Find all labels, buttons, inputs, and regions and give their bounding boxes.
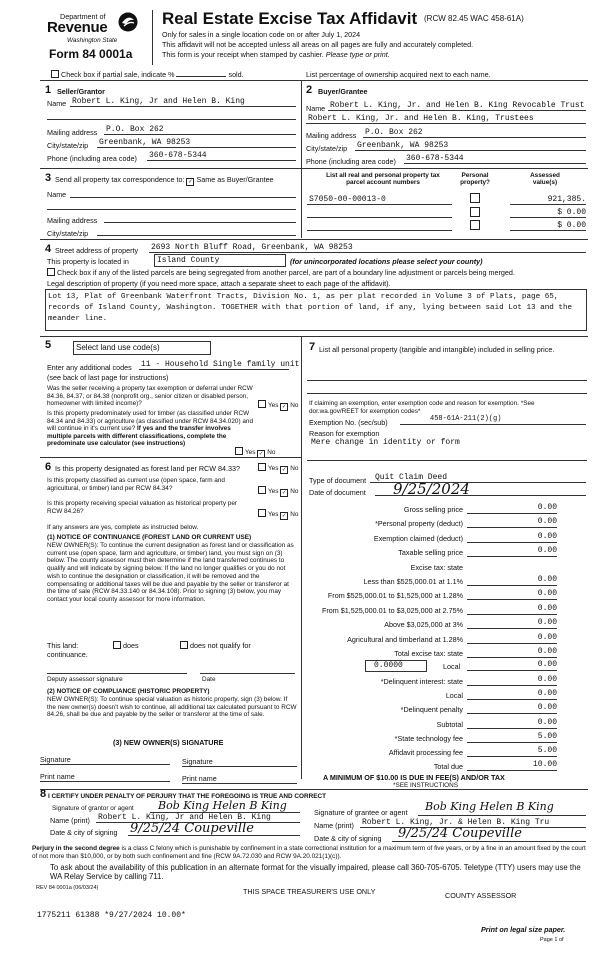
tax-row-label: Exemption claimed (deduct) <box>373 533 463 543</box>
assessed-value-1[interactable]: 921,385. <box>547 195 586 204</box>
parcel-header-2: Personal property? <box>460 172 490 186</box>
tax-row-value[interactable]: 0.00 <box>537 647 557 656</box>
current-use-yes-checkbox[interactable] <box>258 486 266 494</box>
buyer-mail-field[interactable]: P.O. Box 262 <box>365 128 423 137</box>
exemption-yes-no: Yes ✓ No <box>258 400 298 411</box>
timber-yes-checkbox[interactable] <box>235 447 243 455</box>
parcel-number-1[interactable]: S7050-00-00013-0 <box>309 195 386 204</box>
section-7-number: 7 <box>309 341 316 353</box>
grantor-name-field[interactable]: Robert L. King, Jr and Helen B. King <box>98 813 271 822</box>
land-use-select-label: Select land use code(s) <box>76 343 160 352</box>
section-1-number: 1 <box>45 84 52 96</box>
tax-row-label: Agricultural and timberland at 1.28% <box>347 634 463 644</box>
county-assessor-label: COUNTY ASSESSOR <box>445 891 517 900</box>
tax-row-label: Local <box>445 691 463 701</box>
tax-row-label: From $525,000.01 to $1,525,000 at 1.28% <box>327 591 463 601</box>
tax-row-value[interactable]: 0.00 <box>537 503 557 512</box>
legal-desc-label: Legal description of property (if you need more space, attach a separate sheet to each page of the affidavit). <box>47 279 391 288</box>
new-owner-signature-label-1: Signature <box>40 755 71 764</box>
tax-row-label: *Personal property (deduct) <box>375 519 463 529</box>
exemption-reason-label: Reason for exemption <box>309 429 380 438</box>
exemption-number-field[interactable]: 458-61A-211(2)(g) <box>430 415 502 423</box>
tax-row-value[interactable]: 0.00 <box>537 675 557 684</box>
tax-row-label: Affidavit processing fee <box>388 748 463 757</box>
buyer-name-field-1[interactable]: Robert L. King, Jr. and Helen B. King Revocable Trust <box>330 101 585 110</box>
tax-row-label: Total due <box>433 762 463 772</box>
historic-yes-checkbox[interactable] <box>258 509 266 517</box>
seller-city-label: City/state/zip <box>47 141 89 150</box>
does-checkbox[interactable] <box>113 641 121 649</box>
new-owner-signature-title: (3) NEW OWNER(S) SIGNATURE <box>113 738 224 747</box>
exemption-number-label: Exemption No. (sec/sub) <box>309 418 388 427</box>
timber-no-checkbox[interactable]: ✓ <box>258 451 264 457</box>
personal-property-checkbox-2[interactable] <box>470 207 480 217</box>
minimum-due-note: A MINIMUM OF $10.00 IS DUE IN FEE(S) AND/OR TAX <box>323 773 505 782</box>
additional-codes-label: Enter any additional codes <box>47 363 132 372</box>
local-rate-value: 0.0000 <box>374 661 403 670</box>
timber-question: Is this property predominately used for timber (as classified under RCW 84.34 and 84.33) or agriculture (as classified under RCW 84.34.020) and will continue in it's current use? If yes and the transfer involves multiple parcels with different classifications, complete the predominate use calculator (see instructions) <box>47 410 254 448</box>
exemption-reason-field[interactable]: Mere change in identity or form <box>311 438 460 447</box>
cashier-stamp: 1775211 61388 *9/27/2024 10.00* <box>37 911 186 920</box>
tax-row-value[interactable]: 0.00 <box>537 546 557 556</box>
personal-property-checkbox-3[interactable] <box>470 220 480 230</box>
tax-corr-row: Send all property tax correspondence to: ✓ Same as Buyer/Grantee <box>55 175 274 185</box>
section-6-number: 6 <box>45 461 52 473</box>
dept-label: Department of <box>60 12 106 21</box>
grantee-signature[interactable]: Bob King Helen B King <box>425 800 554 813</box>
current-use-yes-no: Yes ✓ No <box>258 486 298 497</box>
dept-revenue-label: Revenue <box>47 19 108 36</box>
buyer-name-label: Name <box>306 104 326 113</box>
tax-row-value[interactable]: 0.00 <box>537 632 557 642</box>
this-land-label: This land: <box>47 641 79 650</box>
buyer-mail-label: Mailing address <box>306 131 357 140</box>
document-date-label: Date of document <box>309 488 366 497</box>
tax-row-label: Less than $525,000.01 at 1.1% <box>363 577 463 586</box>
segregated-checkbox[interactable] <box>47 268 55 276</box>
current-use-question: Is this property classified as current use (open space, farm and agricultural, or timber) land per RCW 84.34? <box>47 477 225 492</box>
forest-yes-checkbox[interactable] <box>258 463 266 471</box>
additional-codes-field[interactable]: 11 - Household Single family unit <box>141 360 300 369</box>
new-owner-print-label-1: Print name <box>40 772 75 781</box>
section-2-number: 2 <box>306 84 313 96</box>
seller-phone-field[interactable]: 360-678-5344 <box>149 151 207 160</box>
property-address-field[interactable]: 2693 North Bluff Road, Greenbank, WA 98253 <box>151 243 353 252</box>
see-back-note: (see back of last page for instructions) <box>47 373 169 382</box>
notice-continuance-text: NEW OWNER(S): To continue the current designation as forest land or classification as current use (open space, farm and agriculture, or timber) land, you must sign on (3) below. The county assessor must then determine if the land transferred continues to qualify and will indicate by signing below. If the land no longer qualifies or you do not wish to continue the designation or classification, it will be removed and the compensating or additional taxes will be due and payable by the seller or transferor at the time of sale (RCW 84.33.140 or 84.34.108). Prior to signing (3) below, you may contact your local county assessor for more information. <box>47 542 294 603</box>
local-tax-value[interactable]: 0.00 <box>537 660 557 669</box>
tax-row-value[interactable]: 0.00 <box>537 618 557 628</box>
assessed-value-3[interactable]: $ 0.00 <box>557 221 586 230</box>
grantee-date-label: Date & city of signing <box>314 834 382 843</box>
form-subtitle-3: This form is your receipt when stamped by cashier. Please type or print. <box>162 50 390 59</box>
tax-corr-name-label: Name <box>47 190 67 199</box>
answers-note: If any answers are yes, complete as instructed below. <box>47 524 199 531</box>
personal-property-text: List all personal property (tangible and intangible) included in selling price. <box>319 345 555 354</box>
tax-corr-city-label: City/state/zip <box>47 229 89 238</box>
local-tax-label: Local <box>443 662 461 671</box>
seller-mail-field[interactable]: P.O. Box 262 <box>106 125 164 134</box>
seller-mail-label: Mailing address <box>47 128 98 137</box>
legal-description-text: Lot 13, Plat of Greenbank Waterfront Tracts, Division No. 1, as per plat recorded in Volume 3 of Plats, page 65, records of Island County, Washington. TOGETHER with that portion of land, if any, lying between said Lot 13 and the meander line. <box>48 293 573 323</box>
alternate-format-note: To ask about the availability of this publication in an alternate format for the visually impaired, please call 360-705-6705. Teletype (TTY) users may use the WA Relay Service by calling 711. <box>50 863 581 881</box>
buyer-name-field-2[interactable]: Robert L. King, Jr. and Helen B. King, Trustees <box>308 114 534 123</box>
seller-phone-label: Phone (including area code) <box>47 154 137 163</box>
exemption-yes-checkbox[interactable] <box>258 400 266 408</box>
exemption-no-checkbox[interactable]: ✓ <box>281 404 287 410</box>
historic-no-checkbox[interactable]: ✓ <box>281 513 287 519</box>
forest-yes-no: Yes ✓ No <box>258 463 298 474</box>
tax-row-value[interactable]: 5.00 <box>537 731 557 741</box>
tax-row-value[interactable]: 0.00 <box>537 575 557 584</box>
current-use-no-checkbox[interactable]: ✓ <box>281 490 287 496</box>
treasurer-use-label: THIS SPACE TREASURER'S USE ONLY <box>243 887 376 896</box>
form-title: Real Estate Excise Tax Affidavit <box>162 9 418 28</box>
grantee-date-city[interactable]: 9/25/24 Coupeville <box>398 826 522 841</box>
document-type-label: Type of document <box>309 476 367 485</box>
tax-row-value[interactable]: 0.00 <box>537 517 557 527</box>
tax-row-label: *State technology fee <box>394 733 463 743</box>
tax-row-label: *Delinquent interest: state <box>380 677 463 686</box>
grantee-name-label: Name (print) <box>314 821 354 830</box>
notice-continuance-title: (1) NOTICE OF CONTINUANCE (FOREST LAND OR CURRENT USE) <box>47 534 252 541</box>
section-5-number: 5 <box>45 339 52 351</box>
tax-row-label: Taxable selling price <box>398 548 463 558</box>
continuance-label: continuance. <box>47 650 88 659</box>
forest-no-checkbox[interactable]: ✓ <box>281 467 287 473</box>
parcel-header-1: List all real and personal property tax parcel account numbers <box>326 172 440 186</box>
tax-row-label: *Delinquent penalty <box>400 705 463 715</box>
partial-sale-row: Check box if partial sale, indicate % sold. <box>51 70 244 79</box>
exemption-instructions: If claiming an exemption, enter exemption code and reason for exemption. *See dor.wa.gov/REET for exemption codes* <box>309 400 535 415</box>
document-type-field[interactable]: Quit Claim Deed <box>375 473 448 482</box>
buyer-heading: Buyer/Grantee <box>318 87 368 96</box>
does-not-row: does not qualify for <box>180 641 251 650</box>
tax-row-value[interactable]: 10.00 <box>532 760 557 770</box>
tax-row-value[interactable]: 0.00 <box>537 689 557 699</box>
buyer-city-field[interactable]: Greenbank, WA 98253 <box>357 141 449 150</box>
form-subtitle-2: This affidavit will not be accepted unless all areas on all pages are fully and accurately completed. <box>162 40 474 49</box>
grantor-signature-label: Signature of grantor or agent <box>52 805 134 812</box>
tax-row-value[interactable]: 0.00 <box>537 603 557 613</box>
tax-row-value[interactable]: 0.00 <box>537 703 557 713</box>
tax-row-value[interactable]: 0.00 <box>537 531 557 541</box>
section-4-number: 4 <box>45 243 52 255</box>
see-instructions-note: *SEE INSTRUCTIONS <box>393 782 458 789</box>
timber-yes-no: Yes ✓ No <box>235 447 275 458</box>
dept-state-label: Washington State <box>67 37 118 44</box>
document-date-field[interactable]: 9/25/2024 <box>393 480 470 498</box>
seller-name-field[interactable]: Robert L. King, Jr and Helen B. King <box>72 97 245 106</box>
tax-row-value[interactable]: 0.00 <box>537 589 557 599</box>
seller-city-field[interactable]: Greenbank, WA 98253 <box>99 138 191 147</box>
ownership-note: List percentage of ownership acquired next to each name. <box>306 70 491 79</box>
tax-row-label: Gross selling price <box>403 505 463 514</box>
grantee-name-field[interactable]: Robert L. King, Jr. & Helen B. King Tru <box>362 818 550 827</box>
grantor-signature[interactable]: Bob King Helen B King <box>158 799 287 812</box>
assessed-value-2[interactable]: $ 0.00 <box>557 208 586 217</box>
grantee-signature-label: Signature of grantee or agent <box>314 808 408 817</box>
new-owner-print-label-2: Print name <box>182 774 217 783</box>
does-not-checkbox[interactable] <box>180 641 188 649</box>
tax-row-label: Above $3,025,000 at 3% <box>384 620 463 630</box>
county-select-value: Island County <box>157 256 220 265</box>
deputy-date-label: Date <box>202 676 216 683</box>
buyer-city-label: City/state/zip <box>306 144 348 153</box>
grantor-name-label: Name (print) <box>50 816 90 825</box>
same-as-buyer-checkbox[interactable]: ✓ <box>188 179 193 185</box>
perjury-notice: Perjury in the second degree is a class C felony which is punishable by confinement in a state correctional institution for a maximum term of five years, or by a fine in an amount fixed by the court of not more than $10,000, or by both such confinement and fine (RCW 9A.72.030 and RCW 9A.20.021(1)(c)). <box>32 845 586 860</box>
grantor-date-city[interactable]: 9/25/24 Coupeville <box>130 821 254 836</box>
tax-row-label: Total excise tax: state <box>394 649 463 658</box>
tax-row-label: Excise tax: state <box>410 562 463 572</box>
revision-label: REV 84 0001a (06/03/24) <box>36 885 99 891</box>
parcel-header-3: Assessed value(s) <box>530 172 560 186</box>
property-address-label: Street address of property <box>55 246 139 255</box>
section-8-number: 8 <box>40 788 47 800</box>
certify-statement: I CERTIFY UNDER PENALTY OF PERJURY THAT THE FOREGOING IS TRUE AND CORRECT <box>48 793 327 800</box>
tax-row-value[interactable]: 0.00 <box>537 717 557 727</box>
grantor-date-label: Date & city of signing <box>50 828 118 837</box>
exemption-question: Was the seller receiving a property tax exemption or deferral under RCW 84.36, 84.37, or 84.38 (nonprofit org., senior citizen or disabled person, homeowner with limited income)? <box>47 385 253 408</box>
forest-question: Is this property designated as forest land per RCW 84.33? <box>55 464 240 473</box>
section-3-number: 3 <box>45 172 52 184</box>
notice-compliance-text: NEW OWNER(S): To continue special valuation as historic property, sign (3) below. If the new owner(s) doesn't wish to continue, all additional tax calculated pursuant to RCW 84.26, shall be due and payable by the seller or transferor at the time of sale. <box>47 696 297 719</box>
dor-logo-icon <box>117 11 137 31</box>
deputy-signature-label: Deputy assessor signature <box>47 676 123 683</box>
seller-heading: Seller/Grantor <box>57 87 105 96</box>
form-rcw: (RCW 82.45 WAC 458-61A) <box>424 14 524 23</box>
page-indicator: Page 1 of <box>540 937 564 943</box>
tax-corr-mail-label: Mailing address <box>47 216 98 225</box>
personal-property-checkbox-1[interactable] <box>470 193 480 203</box>
legal-paper-note: Print on legal size paper. <box>481 925 566 934</box>
tax-row-value[interactable]: 5.00 <box>537 746 557 755</box>
unincorporated-note: (for unincorporated locations please select your county) <box>290 257 483 266</box>
buyer-phone-field[interactable]: 360-678-5344 <box>406 154 464 163</box>
does-row: does <box>113 641 139 650</box>
tax-row-label: Subtotal <box>436 719 463 729</box>
property-county-label: This property is located in <box>47 257 129 266</box>
segregated-row: Check box if any of the listed parcels are being segregated from another parcel, are part of a boundary line adjustment or parcels being merged. <box>47 268 515 277</box>
buyer-phone-label: Phone (including area code) <box>306 157 396 166</box>
historic-question: Is this property receiving special valuation as historical property per RCW 84.26? <box>47 500 238 515</box>
historic-yes-no: Yes ✓ No <box>258 509 298 520</box>
seller-name-label: Name <box>47 99 67 108</box>
new-owner-signature-label-2: Signature <box>182 757 213 766</box>
form-number: Form 84 0001a <box>49 47 133 61</box>
form-subtitle-1: Only for sales in a single location code on or after July 1, 2024 <box>162 30 361 39</box>
tax-row-label: From $1,525,000.01 to $3,025,000 at 2.75% <box>321 605 463 615</box>
partial-sale-checkbox[interactable] <box>51 70 59 78</box>
notice-compliance-title: (2) NOTICE OF COMPLIANCE (HISTORIC PROPERTY) <box>47 688 210 695</box>
